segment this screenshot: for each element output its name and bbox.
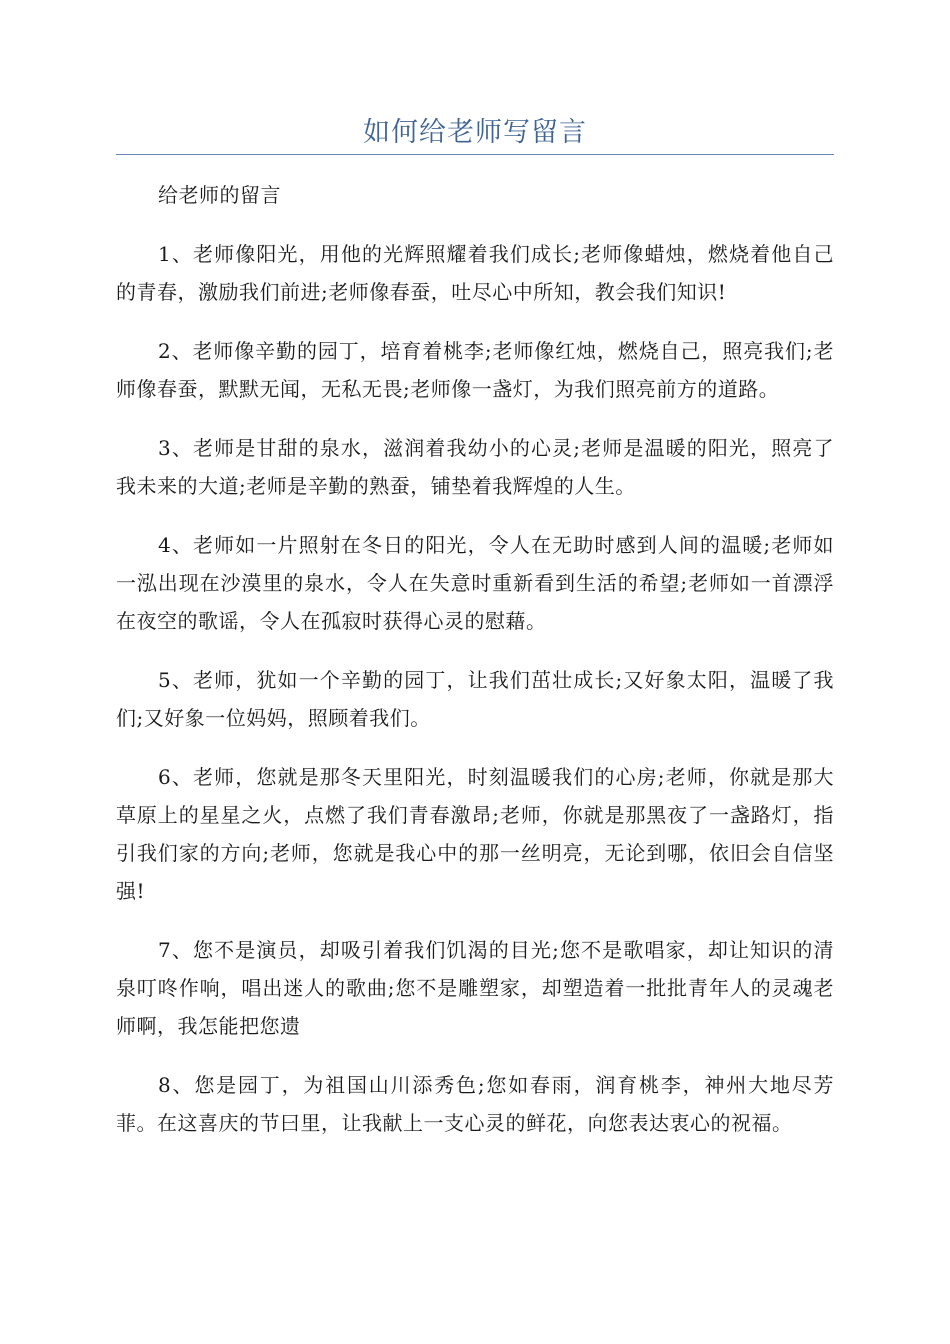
document-body: [116, 176, 834, 1163]
paragraph-4: 4、老师如一片照射在冬日的阳光，令人在无助时感到人间的温暖;老师如一泓出现在沙漠里的泉水，令人在失意时重新看到生活的希望;老师如一首漂浮在夜空的歌谣，令人在孤寂时获得心灵的慰藉。: [116, 533, 834, 633]
paragraph-1: 1、老师像阳光，用他的光辉照耀着我们成长;老师像蜡烛，燃烧着他自己的青春，激励我们前进;老师像春蚕，吐尽心中所知，教会我们知识!: [116, 242, 834, 304]
paragraph-6: 6、老师，您就是那冬天里阳光，时刻温暖我们的心房;老师，你就是那大草原上的星星之火，点燃了我们青春激昂;老师，你就是那黑夜了一盏路灯，指引我们家的方向;老师，您就是我心中的那一丝明亮，无论到哪，依旧会自信坚强!: [116, 765, 834, 903]
title-underline: [116, 154, 834, 155]
section-heading: 给老师的留言: [158, 183, 281, 207]
paragraph-7: 7、您不是演员，却吸引着我们饥渴的目光;您不是歌唱家，却让知识的清泉叮咚作响，唱出迷人的歌曲;您不是雕塑家，却塑造着一批批青年人的灵魂老师啊，我怎能把您遗: [116, 938, 834, 1038]
paragraph-5: 5、老师，犹如一个辛勤的园丁，让我们茁壮成长;又好象太阳，温暖了我们;又好象一位妈妈，照顾着我们。: [116, 668, 834, 730]
document-title: 如何给老师写留言: [363, 117, 587, 148]
paragraph-2: 2、老师像辛勤的园丁，培育着桃李;老师像红烛，燃烧自己，照亮我们;老师像春蚕，默默无闻，无私无畏;老师像一盏灯，为我们照亮前方的道路。: [116, 339, 834, 401]
paragraph-8: 8、您是园丁，为祖国山川添秀色;您如春雨，润育桃李，神州大地尽芳菲。在这喜庆的节曰里，让我献上一支心灵的鲜花，向您表达衷心的祝福。: [116, 1073, 834, 1135]
paragraph-3: 3、老师是甘甜的泉水，滋润着我幼小的心灵;老师是温暖的阳光，照亮了我未来的大道;老师是辛勤的熟蚕，铺垫着我辉煌的人生。: [116, 436, 834, 498]
